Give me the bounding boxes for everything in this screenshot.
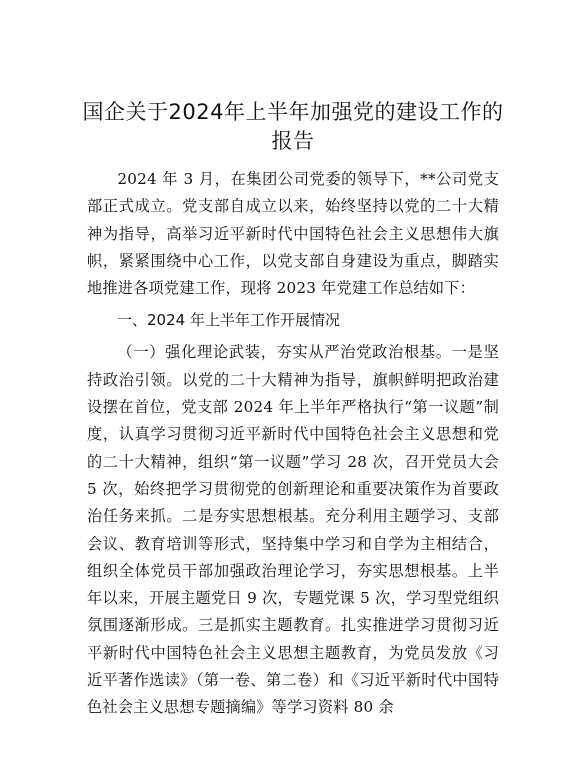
document-title: 国企关于2024年上半年加强党的建设工作的报告 — [82, 100, 504, 153]
section-paragraph: （一）强化理论武装，夯实从严治党政治根基。一是坚持政治引领。以党的二十大精神为指导，旗帜鲜明把政治建设摆在首位，党支部 2024 年上半年严格执行“第一议题”制度，认真学习贯彻习近平新时代中国特色社会主义思想和党的二十大精神，组织“第一议题”学习 28 次，召开党员大会 5 次，始终把学习贯彻党的创新理论和重要决策作为首要政治任务来抓。二是夯实思想根基。充分利用主题学习、支部会议、教育培训等形式，坚持集中学习和自学为主相结合，组织全体党员干部加强政治理论学习，夯实思想根基。上半年以来，开展主题党日 9 次，专题党课 5 次，学习型党组织氛围逐渐形成。三是抓实主题教育。扎实推进学习贯彻习近平新时代中国特色社会主义思想主题教育，为党员发放《习近平著作选读》（第一卷、第二卷）和《习近平新时代中国特色社会主义思想专题摘编》等学习资料 80 余 — [87, 343, 499, 717]
intro-paragraph: 2024 年 3 月，在集团公司党委的领导下，**公司党支部正式成立。党支部自成立以来，始终坚持以党的二十大精神为指导，高举习近平新时代中国特色社会主义思想伟大旗帜，紧紧围绕中心工作，以党支部自身建设为重点，脚踏实地推进各项党建工作，现将 2023 年党建工作总结如下： — [87, 170, 499, 298]
section-heading: 一、2024 年上半年工作开展情况 — [117, 311, 340, 330]
document-body — [87, 166, 499, 727]
